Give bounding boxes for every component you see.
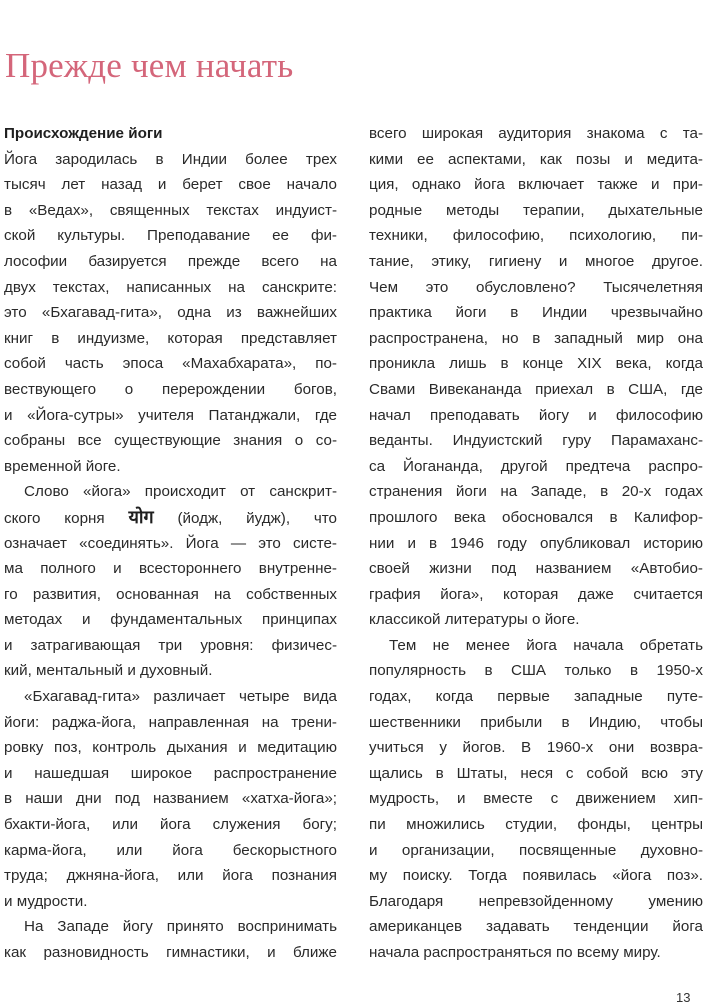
text-line: тание, этику, гигиену и многое другое. [369,252,703,270]
text-line: му поиску. Тогда появилась «йога поз». [369,867,703,885]
text-line: щались в Штаты, неся с собой всю эту [369,764,703,782]
text-line: карма-йога, или йога бескорыстного [4,841,337,859]
text-line: своей жизни под названием «Автобио- [369,560,703,578]
text-line: и организации, посвященные духовно- [369,841,703,859]
text-line: пи множились студии, фонды, центры [369,816,703,834]
text-line: популярность в США только в 1950-х [369,662,703,680]
text-line: ма полного и всестороннего внутренне- [4,560,337,578]
text-line: годах, когда первые западные путе- [369,688,703,706]
text-line: вествующего о перерождении богов, [4,380,337,398]
text-line: прошлого века обосновался в Калифор- [369,508,703,526]
section-heading: Происхождение йоги [4,125,163,142]
text-line: ровку поз, контроль дыхания и медитацию [4,739,337,757]
text-line: йоги: раджа-йога, направленная на трени- [4,713,337,731]
right-text-column [369,121,703,966]
right-paragraph-lines [369,121,703,966]
text-line: Свами Вивекананда приехал в США, где [369,380,703,398]
text-line: и затрагивающая три уровня: физичес- [4,636,337,654]
text-line: двух текстах, написанных на санскрите: [4,278,337,296]
text-line: собой часть эпоса «Махабхарата», по- [4,355,337,373]
text-line: Слово «йога» происходит от санскрит- [24,483,337,501]
text-line: нии и в 1946 году опубликовал историю [369,534,703,552]
text-line: тысяч лет назад и берет свое начало [4,176,337,194]
text-line: временной йоге. [4,457,121,475]
page-title: Прежде чем начать [5,46,294,85]
text-line: в «Ведах», священных текстах индуист- [4,201,337,219]
text-line: Чем это обусловлено? Тысячелетняя [369,278,703,296]
text-line: проникла лишь в конце XIX века, когда [369,355,703,373]
page-number: 13 [676,990,691,1005]
text-line: означает «соединять». Йога — это систе- [4,534,337,552]
text-line: Благодаря непревзойденному умению [369,892,703,910]
sanskrit-word: योग [128,506,154,528]
text-line: шественники прибыли в Индию, чтобы [369,713,703,731]
text-line: мудрость, и вместе с движением хип- [369,790,703,808]
left-paragraph-lines [4,147,337,966]
text-line: родные методы терапии, дыхательные [369,201,703,219]
text-line: в наши дни под названием «хатха-йога»; [4,790,337,808]
text-line: как разновидность гимнастики, и ближе [4,944,337,961]
text-line: начала распространяться по всему миру. [369,944,661,961]
text-line: и «Йога-сутры» учителя Патанджали, где [4,406,337,424]
text-line: распространена, но в западный мир она [369,329,703,347]
text-line: труда; джняна-йога, или йога познания [4,867,337,885]
text-line: это «Бхагавад-гита», одна из важнейших [4,304,337,322]
text-line: и нашедшая широкое распространение [4,764,337,782]
text-line: На Западе йогу принято воспринимать [24,918,337,936]
text-line: графия йога», которая даже считается [369,585,703,603]
left-text-column [4,121,337,966]
text-line: и мудрости. [4,892,88,910]
text-line: учиться у йогов. В 1960-х они возвра- [369,739,703,757]
text-line: собраны все существующие знания о со- [4,432,337,450]
text-line: кими ее аспектами, как позы и медита- [369,150,703,168]
text-line: «Бхагавад-гита» различает четыре вида [24,688,337,706]
text-line: веданты. Индуистский гуру Парамаханс- [369,432,703,450]
text-line: американцев задавать тенденции йога [369,918,703,936]
text-line: Тем не менее йога начала обретать [389,636,703,654]
text-line: ского корня योग (йодж, йудж), что [4,506,337,528]
text-line: практика йоги в Индии чрезвычайно [369,304,703,322]
text-line: бхакти-йога, или йога служения богу; [4,816,337,834]
text-line: ция, однако йога включает также и при- [369,176,703,194]
text-line: методах и фундаментальных принципах [4,611,337,629]
text-line: странения йоги на Западе, в 20-х годах [369,483,703,501]
text-line: Йога зародилась в Индии более трех [4,150,337,168]
text-line: всего широкая аудитория знакома с та- [369,125,703,142]
text-line: кий, ментальный и духовный. [4,662,213,680]
text-line: классикой литературы о йоге. [369,611,580,629]
text-line: го развития, основанная на собственных [4,585,337,603]
text-line: начал преподавать йогу и философию [369,406,703,424]
text-line: ской культуры. Преподавание ее фи- [4,227,337,245]
text-line: лософии базируется прежде всего на [4,252,337,270]
text-line: са Йогананда, другой предтеча распро- [369,457,703,475]
text-line: книг в индуизме, которая представляет [4,329,337,347]
text-line: техники, философию, психологию, пи- [369,227,703,245]
